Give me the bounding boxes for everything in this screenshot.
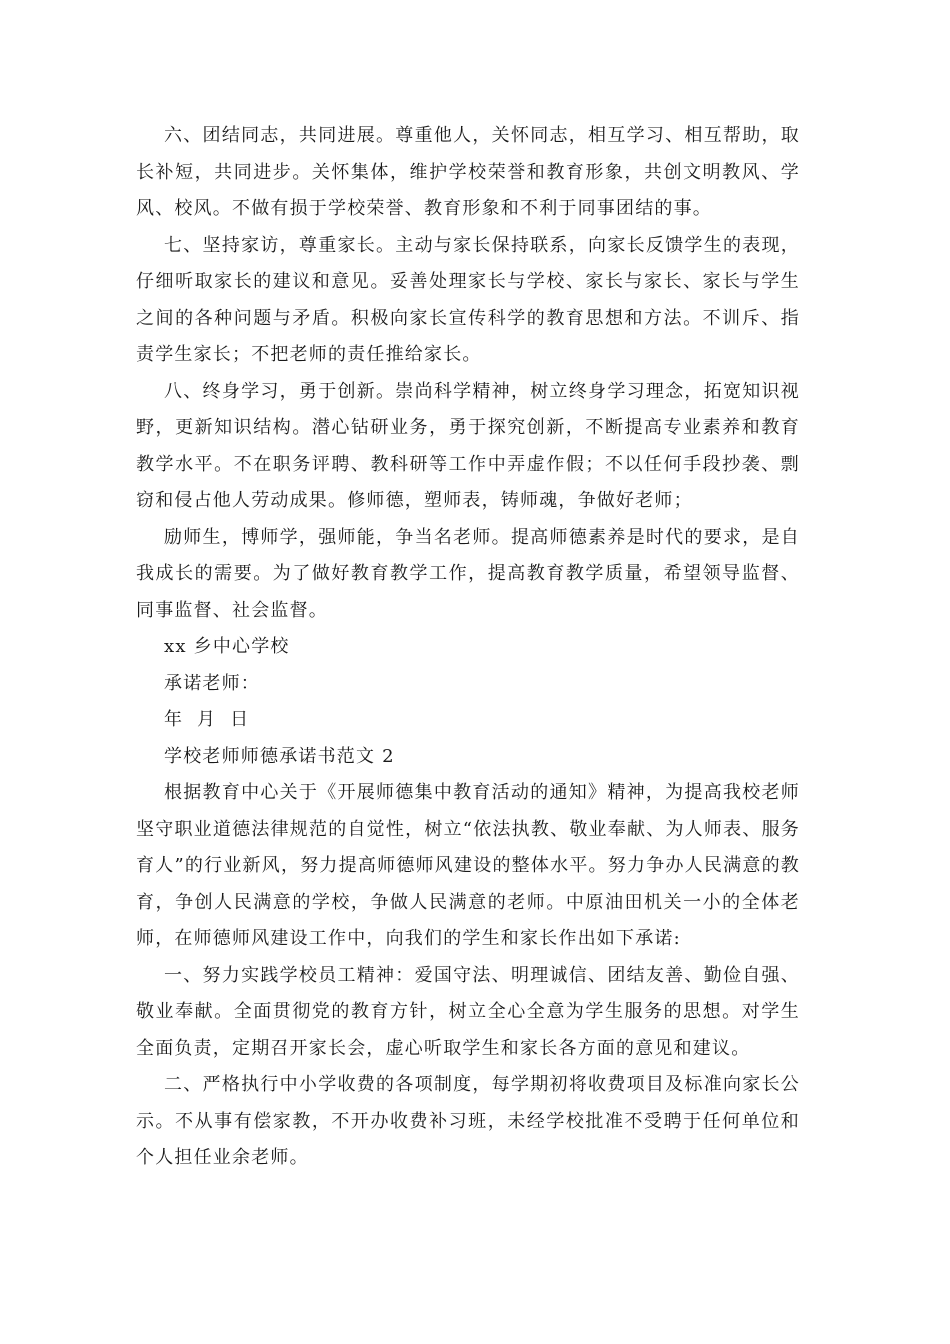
date-line: 年 月 日: [164, 709, 250, 730]
paragraph-two-fees: 二、严格执行中小学收费的各项制度，每学期初将收费项目及标准向家长公示。不从事有偿家教，不开办收费补习班，未经学校批准不受聘于任何单位和个人担任业余老师。: [136, 1074, 800, 1168]
paragraph-encouragement: 励师生，博师学，强师能，争当名老师。提高师德素养是时代的要求，是自我成长的需要。为了做好教育教学工作，提高教育教学质量，希望领导监督、同事监督、社会监督。: [136, 526, 800, 621]
section-title: 学校老师师德承诺书范文 2: [164, 745, 395, 767]
document-body: [136, 118, 800, 1177]
paragraph-eight-lifelong-learning: 八、终身学习，勇于创新。崇尚科学精神，树立终身学习理念，拓宽知识视野，更新知识结构。潜心钻研业务，勇于探究创新，不断提高专业素养和教育教学水平。不在职务评聘、教科研等工作中弄虚作假；不以任何手段抄袭、剽窃和侵占他人劳动成果。修师德，塑师表，铸师魂，争做好老师；: [136, 380, 800, 511]
paragraph-six-unity: 六、团结同志，共同进展。尊重他人，关怀同志，相互学习、相互帮助，取长补短，共同进步。关怀集体，维护学校荣誉和教育形象，共创文明教风、学风、校风。不做有损于学校荣誉、教育形象和不利于同事团结的事。: [136, 125, 800, 219]
school-name: xx 乡中心学校: [164, 636, 290, 657]
promising-teacher-label: 承诺老师：: [164, 672, 260, 694]
paragraph-intro: 根据教育中心关于《开展师德集中教育活动的通知》精神，为提高我校老师坚守职业道德法律规范的自觉性，树立“依法执教、敬业奉献、为人师表、服务育人”的行业新风，努力提高师德师风建设的整体水平。努力争办人民满意的教育，争创人民满意的学校，争做人民满意的老师。中原油田机关一小的全体老师，在师德师风建设工作中，向我们的学生和家长作出如下承诺:: [136, 782, 800, 949]
paragraph-seven-home-visit: 七、坚持家访，尊重家长。主动与家长保持联系，向家长反馈学生的表现，仔细听取家长的建议和意见。妥善处理家长与学校、家长与家长、家长与学生之间的各种问题与矛盾。积极向家长宣传科学的教育思想和方法。不训斥、指责学生家长；不把老师的责任推给家长。: [136, 234, 800, 365]
paragraph-one-practice: 一、努力实践学校员工精神：爱国守法、明理诚信、团结友善、勤俭自强、敬业奉献。全面贯彻党的教育方针，树立全心全意为学生服务的思想。对学生全面负责，定期召开家长会，虚心听取学生和家长各方面的意见和建议。: [136, 964, 800, 1059]
